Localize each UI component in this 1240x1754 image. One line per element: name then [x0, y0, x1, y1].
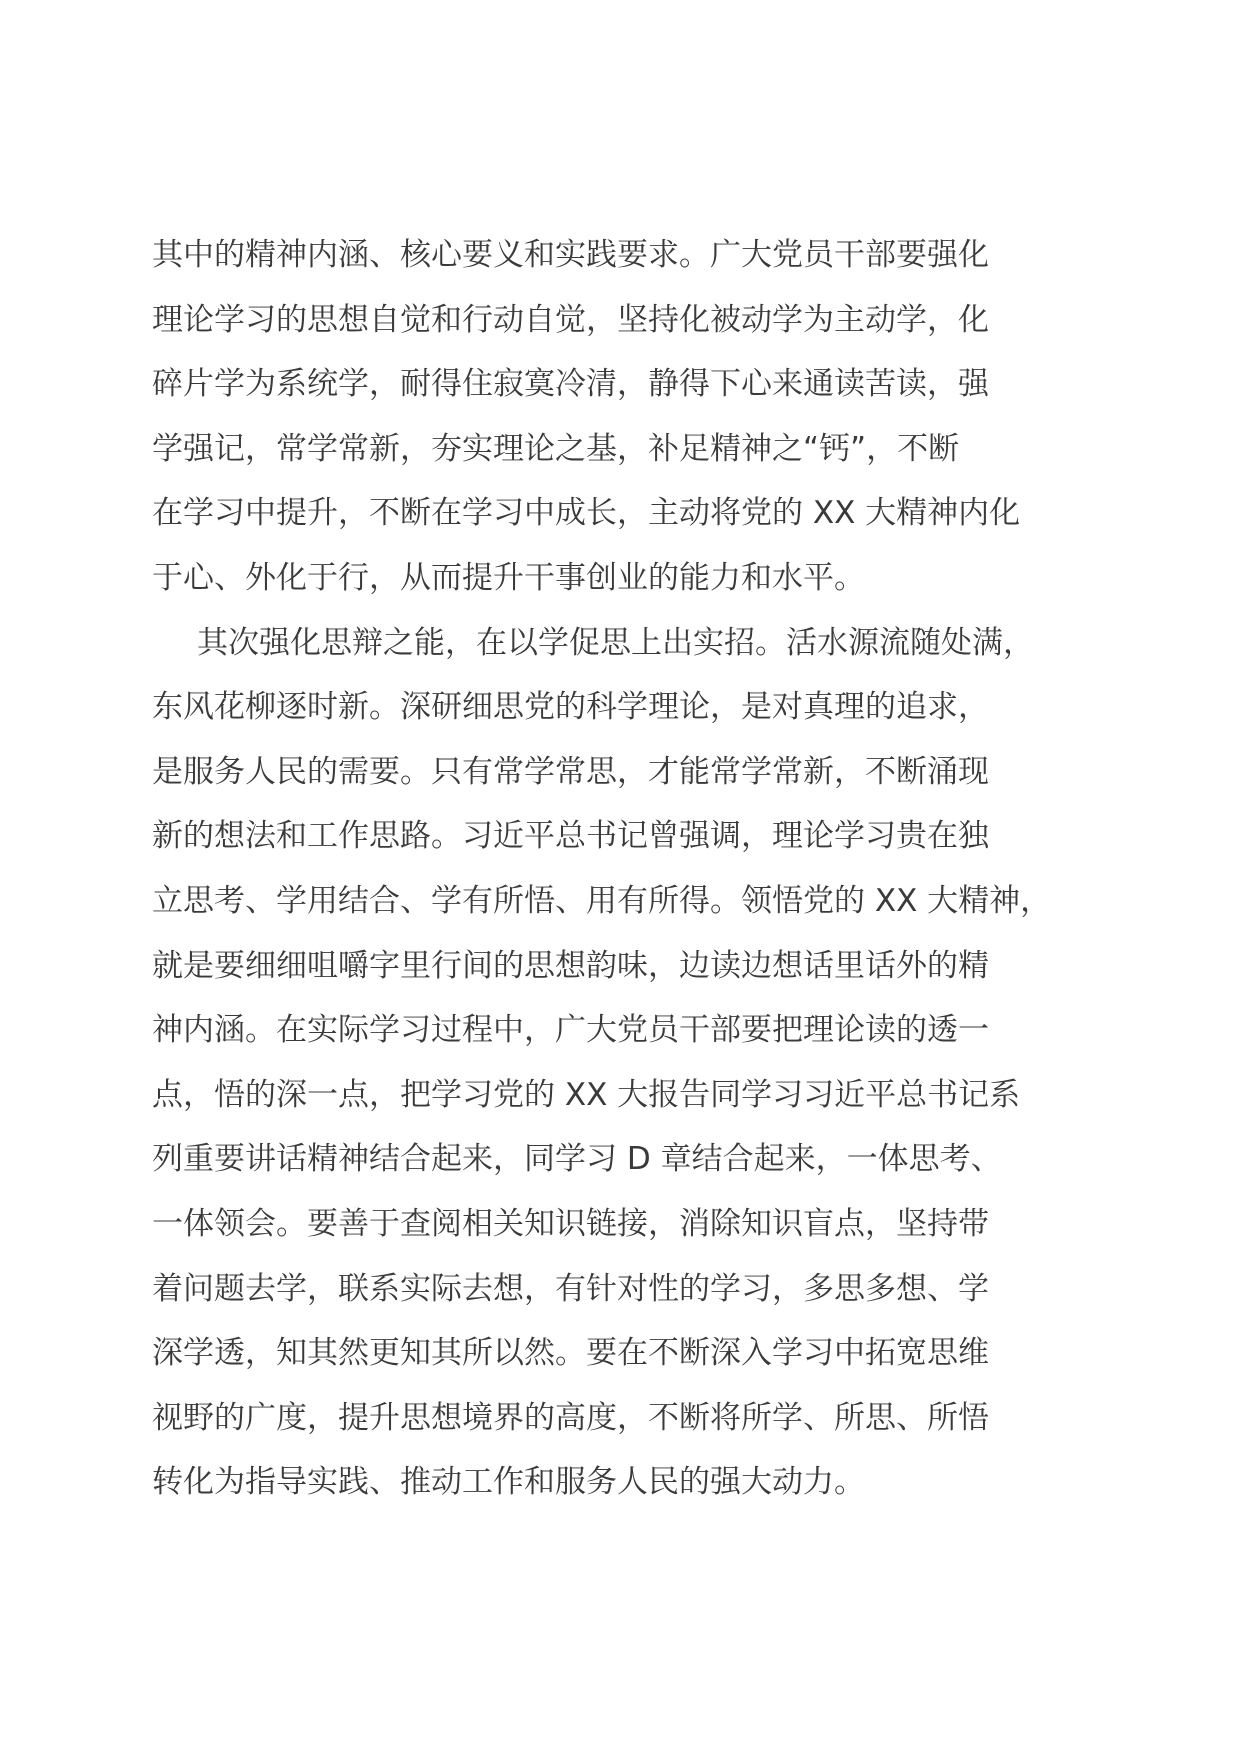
text-line: 东风花柳逐时新。深研细思党的科学理论，是对真理的追求，	[152, 689, 989, 726]
text-line: 理论学习的思想自觉和行动自觉，坚持化被动学为主动学，化	[152, 301, 989, 338]
text-line: 点，悟的深一点，把学习党的 XX 大报告同学习习近平总书记系	[152, 1076, 1021, 1113]
text-line: 就是要细细咀嚼字里行间的思想韵味，边读边想话里话外的精	[152, 947, 989, 984]
text-line: 一体领会。要善于查阅相关知识链接，消除知识盲点，坚持带	[152, 1205, 989, 1242]
text-line: 于心、外化于行，从而提升干事创业的能力和水平。	[152, 559, 865, 596]
text-line: 新的想法和工作思路。习近平总书记曾强调，理论学习贵在独	[152, 818, 989, 855]
text-line: 学强记，常学常新，夯实理论之基，补足精神之“钙”，不断	[152, 430, 960, 467]
text-line: 深学透，知其然更知其所以然。要在不断深入学习中拓宽思维	[152, 1335, 989, 1372]
paragraph-2	[152, 611, 1112, 1515]
body-text	[152, 223, 1112, 1515]
text-line: 列重要讲话精神结合起来，同学习 D 章结合起来，一体思考、	[152, 1141, 1002, 1178]
text-line: 视野的广度，提升思想境界的高度，不断将所学、所思、所悟	[152, 1399, 989, 1436]
text-line: 其中的精神内涵、核心要义和实践要求。广大党员干部要强化	[152, 237, 989, 273]
text-line: 转化为指导实践、推动工作和服务人民的强大动力。	[152, 1464, 865, 1501]
text-line: 立思考、学用结合、学有所悟、用有所得。领悟党的 XX 大精神，	[152, 882, 1052, 919]
text-line: 着问题去学，联系实际去想，有针对性的学习，多思多想、学	[152, 1270, 989, 1307]
text-line: 神内涵。在实际学习过程中，广大党员干部要把理论读的透一	[152, 1012, 989, 1049]
paragraph-1	[152, 223, 1112, 611]
text-line: 其次强化思辩之能，在以学促思上出实招。活水源流随处满，	[197, 624, 1034, 661]
text-line: 在学习中提升，不断在学习中成长，主动将党的 XX 大精神内化	[152, 495, 1021, 532]
text-line: 碎片学为系统学，耐得住寂寞冷清，静得下心来通读苦读，强	[152, 366, 989, 403]
text-line: 是服务人民的需要。只有常学常思，才能常学常新，不断涌现	[152, 753, 989, 790]
